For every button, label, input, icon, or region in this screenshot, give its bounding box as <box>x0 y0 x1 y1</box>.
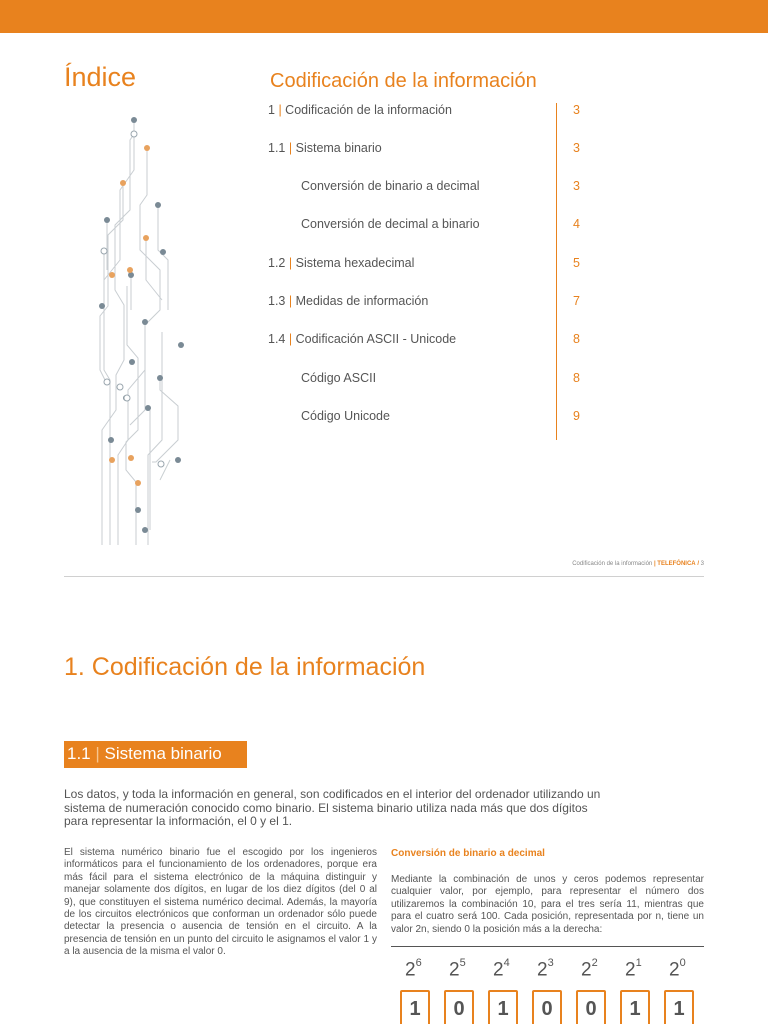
power-exponent: 2 <box>591 957 598 969</box>
toc-item[interactable] <box>268 409 588 429</box>
toc-item-page: 8 <box>573 332 580 346</box>
bit-box: 1 <box>620 990 650 1024</box>
toc-item-page: 8 <box>573 371 580 385</box>
page-footer <box>572 561 704 567</box>
toc-item-separator: | <box>278 103 282 117</box>
toc-item-number: 1.1 <box>268 141 286 155</box>
toc-item[interactable] <box>268 256 588 276</box>
footer-brand: TELEFÓNICA <box>657 561 696 567</box>
toc-item-label: Código ASCII <box>301 371 377 385</box>
toc-item-page: 7 <box>573 294 580 308</box>
power-of-two-label <box>449 959 466 981</box>
toc-divider <box>556 103 557 440</box>
toc-item-label: Sistema hexadecimal <box>295 256 415 270</box>
subsection-separator: | <box>95 744 100 763</box>
toc-item-separator: | <box>288 294 293 308</box>
toc-item-page: 3 <box>573 141 580 155</box>
toc-item[interactable] <box>268 371 588 391</box>
footer-doc-title: Codificación de la información <box>572 561 653 567</box>
toc-item-separator: | <box>288 332 293 346</box>
power-base: 2 <box>581 959 592 981</box>
power-of-two-label <box>537 959 554 981</box>
bit-box: 1 <box>488 990 518 1024</box>
left-column-paragraph: El sistema numérico binario fue el escogido por los ingenieros informáticos para el funcionamiento de los ordenadores, porque era más fácil para el sistema electrónico de la máquina distinguir y manejar solamente dos dígitos, en lugar de los diez dígitos (del 0 al 9), que constituyen el sistema numérico decimal. Además, la mayoría de los circuitos electrónicos que conforman un ordenador sólo puede detectar la presencia o ausencia de tensión en el circuito. A la presencia de tensión en un punto del circuito le asignamos el valor 1 y a la ausencia de la misma el valor 0. <box>64 847 377 958</box>
footer-separator: | <box>653 561 656 567</box>
power-of-two-label <box>493 959 510 981</box>
toc-item-label: Codificación ASCII - Unicode <box>295 332 457 346</box>
section-title: 1. Codificación de la información <box>64 653 426 681</box>
power-of-two-label <box>625 959 642 981</box>
bit-box: 1 <box>664 990 694 1024</box>
power-base: 2 <box>669 959 680 981</box>
footer-page-number: 3 <box>700 561 704 567</box>
toc-item-page: 9 <box>573 409 580 423</box>
binary-to-decimal-heading: Conversión de binario a decimal <box>391 848 545 859</box>
top-accent-bar <box>0 0 768 33</box>
power-base: 2 <box>405 959 416 981</box>
subsection-title: Sistema binario <box>104 744 222 763</box>
power-base: 2 <box>449 959 460 981</box>
subsection-number: 1.1 <box>67 744 91 763</box>
toc-heading: Codificación de la información <box>270 70 537 92</box>
circuit-decoration-icon <box>90 110 200 545</box>
power-exponent: 3 <box>547 957 554 969</box>
toc-item-number: 1 <box>268 103 275 117</box>
right-column-paragraph: Mediante la combinación de unos y ceros podemos representar cualquier valor, por ejemplo, para representar el número dos utilizaremos la combinación 10, para el tres sería 11, mientras que para el cuatro será 100. Cada posición, representada por n, tiene un valor 2n, siendo 0 la posición más a la derecha: <box>391 874 704 935</box>
toc-item[interactable] <box>268 141 588 161</box>
intro-paragraph: Los datos, y toda la información en general, son codificados en el interior del ordenador utilizando un sistema de numeración conocido como binario. El sistema binario utiliza nada más que dos dígitos para representar la información, el 0 y el 1. <box>64 787 601 828</box>
power-base: 2 <box>493 959 504 981</box>
bit-box: 0 <box>576 990 606 1024</box>
power-exponent: 5 <box>459 957 466 969</box>
toc-item[interactable] <box>268 294 588 314</box>
toc-item-label: Codificación de la información <box>285 103 452 117</box>
power-of-two-label <box>669 959 686 981</box>
footer-divider <box>64 576 704 577</box>
power-base: 2 <box>537 959 548 981</box>
power-of-two-label <box>405 959 422 981</box>
toc-item[interactable] <box>268 332 588 352</box>
bit-box: 1 <box>400 990 430 1024</box>
toc-item[interactable] <box>268 217 588 237</box>
power-exponent: 0 <box>679 957 686 969</box>
toc-item-separator: | <box>288 256 293 270</box>
footer-page-separator: / <box>697 561 699 567</box>
toc-item-label: Conversión de binario a decimal <box>301 179 480 193</box>
toc-item-separator: | <box>288 141 293 155</box>
power-of-two-label <box>581 959 598 981</box>
toc-item-number: 1.4 <box>268 332 286 346</box>
toc-item-number: 1.3 <box>268 294 286 308</box>
figure-divider <box>391 946 704 947</box>
bit-box: 0 <box>532 990 562 1024</box>
toc-item-page: 4 <box>573 217 580 231</box>
power-exponent: 6 <box>415 957 422 969</box>
power-exponent: 1 <box>635 957 642 969</box>
bit-box: 0 <box>444 990 474 1024</box>
toc-item[interactable] <box>268 103 588 123</box>
toc-item-label: Medidas de información <box>295 294 429 308</box>
power-exponent: 4 <box>503 957 510 969</box>
toc-item-number: 1.2 <box>268 256 286 270</box>
toc-item-page: 3 <box>573 103 580 117</box>
toc-item-page: 3 <box>573 179 580 193</box>
subsection-header <box>64 741 247 768</box>
power-base: 2 <box>625 959 636 981</box>
index-title: Índice <box>64 62 137 92</box>
toc-item-label: Código Unicode <box>301 409 390 423</box>
toc-item-label: Conversión de decimal a binario <box>301 217 480 231</box>
toc-item-page: 5 <box>573 256 580 270</box>
toc-item[interactable] <box>268 179 588 199</box>
toc-item-label: Sistema binario <box>295 141 382 155</box>
